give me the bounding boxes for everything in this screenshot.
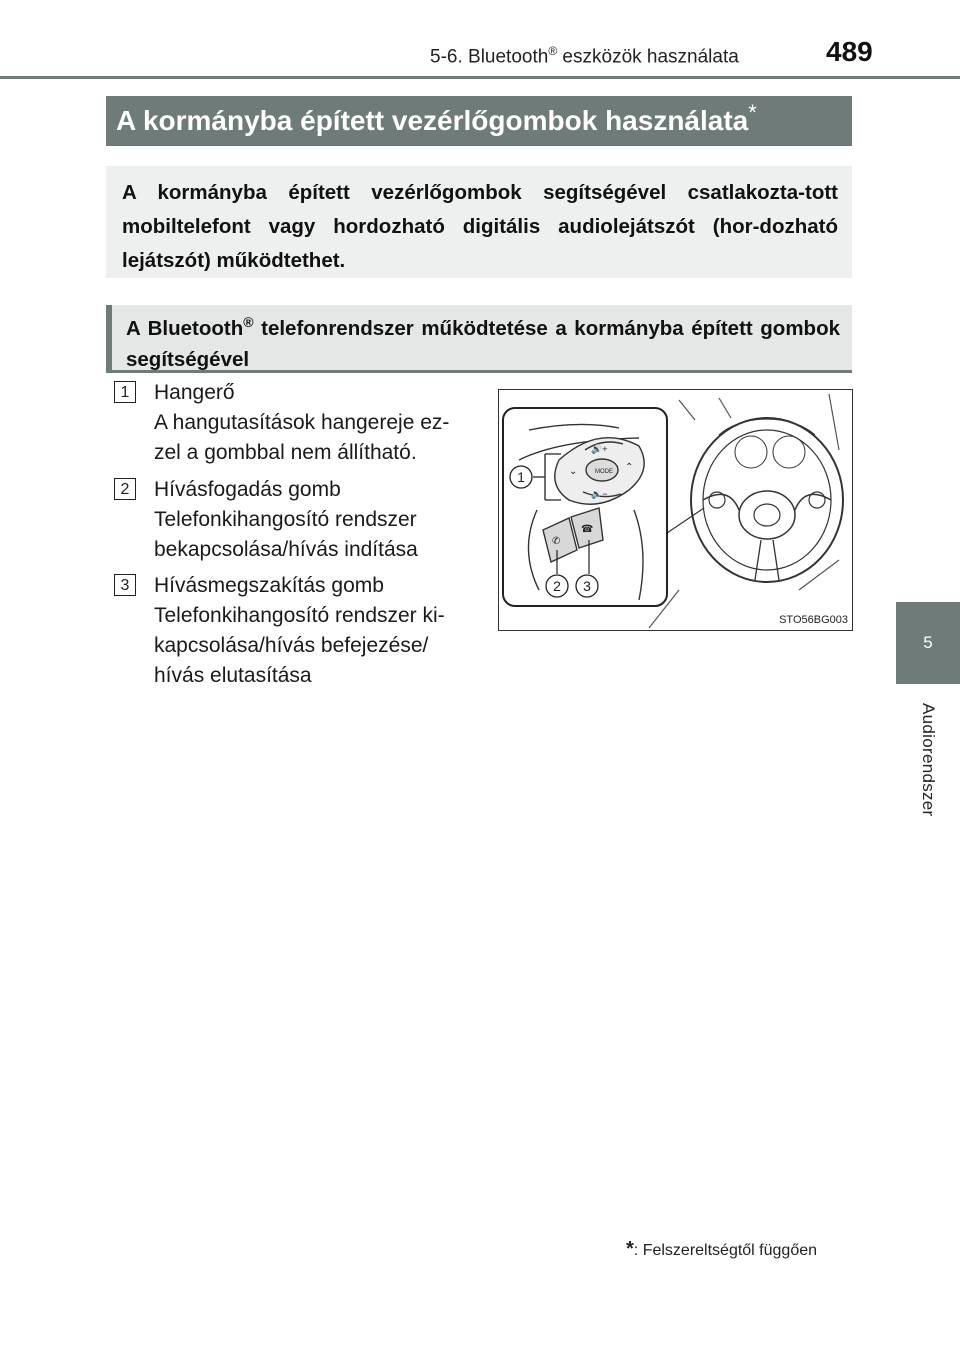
page-number: 489 bbox=[826, 36, 873, 67]
section-title bbox=[106, 96, 852, 146]
item-description-line: Telefonkihangosító rendszer ki- bbox=[154, 604, 445, 627]
item-number-badge: 1 bbox=[114, 381, 136, 403]
item-title: Hangerő bbox=[154, 381, 235, 404]
chapter-number: 5 bbox=[923, 633, 933, 652]
chapter-label-container bbox=[896, 690, 960, 830]
steering-wheel-illustration bbox=[498, 389, 853, 631]
footnote bbox=[626, 1238, 817, 1261]
footnote-text: : Felszereltségtől függően bbox=[633, 1242, 818, 1259]
list-item-answer-call bbox=[114, 475, 484, 565]
header-section-prefix: 5-6. Bluetooth bbox=[430, 46, 549, 68]
registered-mark: ® bbox=[548, 44, 558, 58]
item-description-line: bekapcsolása/hívás indítása bbox=[154, 538, 418, 561]
footnote-star: * bbox=[626, 1238, 634, 1260]
chevron-down-icon: ⌄ bbox=[569, 466, 578, 477]
header-section-suffix: eszközök használata bbox=[557, 46, 739, 68]
chevron-up-icon: ⌃ bbox=[625, 462, 634, 473]
volume-down-icon: 🔉− bbox=[591, 489, 608, 499]
item-description-line: A hangutasítások hangereje ez- bbox=[154, 411, 450, 434]
running-header bbox=[430, 44, 739, 68]
steering-wheel bbox=[691, 418, 843, 582]
intro-box bbox=[106, 166, 852, 278]
item-number-badge: 3 bbox=[114, 574, 136, 596]
intro-text: A kormányba épített vezérlőgombok segítségével csatlakozta-tott mobiltelefont vagy hordozható digitális audiolejátszót (hor-dozható lejátszót) működtethet. bbox=[122, 181, 838, 272]
item-description-line: Telefonkihangosító rendszer bbox=[154, 508, 417, 531]
phone-hangup-icon: ☎ bbox=[581, 524, 594, 535]
item-title: Hívásfogadás gomb bbox=[154, 478, 341, 501]
header-divider bbox=[0, 76, 960, 79]
item-number-badge: 2 bbox=[114, 478, 136, 500]
subsection-prefix: A Bluetooth bbox=[126, 316, 244, 340]
asterisk-marker: * bbox=[748, 100, 757, 125]
item-description-line: kapcsolása/hívás befejezése/ bbox=[154, 634, 429, 657]
volume-up-icon: 🔊+ bbox=[591, 444, 608, 454]
steering-wheel-drawing bbox=[499, 390, 851, 629]
subsection-suffix: telefonrendszer működtetése a kormányba épített gombok segítségével bbox=[126, 316, 840, 371]
callout-3: 3 bbox=[583, 578, 591, 594]
figure-code: STO56BG003 bbox=[779, 614, 848, 626]
subsection-registered-mark: ® bbox=[243, 314, 254, 330]
item-description-line: hívás elutasítása bbox=[154, 664, 312, 687]
phone-answer-icon: ✆ bbox=[552, 536, 561, 547]
item-title: Hívásmegszakítás gomb bbox=[154, 574, 384, 597]
chapter-tab[interactable] bbox=[896, 602, 960, 684]
callout-2: 2 bbox=[553, 578, 561, 594]
mode-button-label: MODE bbox=[595, 469, 613, 475]
section-title-text: A kormányba épített vezérlőgombok használata bbox=[116, 105, 749, 136]
subsection-heading bbox=[106, 305, 852, 373]
chapter-label: Audiorendszer bbox=[919, 703, 938, 817]
callout-1: 1 bbox=[517, 469, 525, 485]
list-item-end-call bbox=[114, 571, 484, 691]
item-description-line: zel a gombbal nem állítható. bbox=[154, 441, 417, 464]
list-item-volume bbox=[114, 378, 484, 468]
